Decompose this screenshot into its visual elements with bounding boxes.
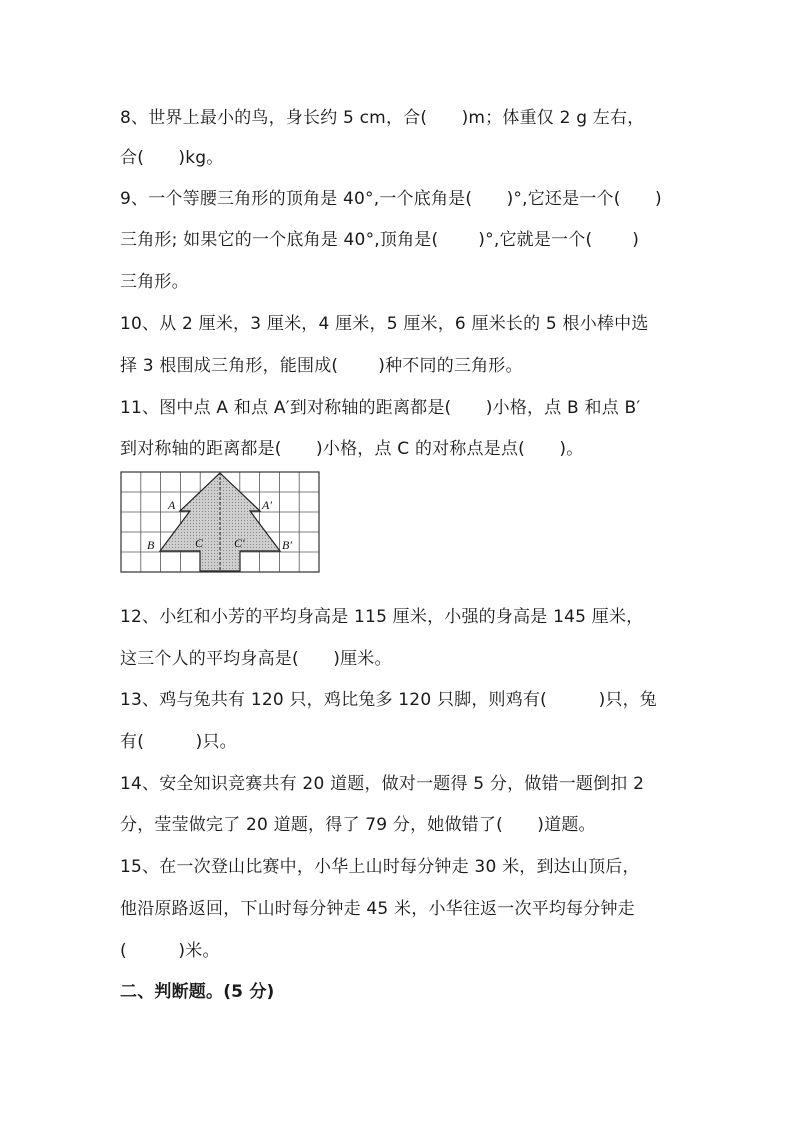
question-9-line-2: 三角形; 如果它的一个底角是 40°,顶角是( )°,它就是一个( ) <box>120 230 640 250</box>
question-9-line-3: 三角形。 <box>120 272 189 292</box>
label-c-prime: C′ <box>234 536 245 550</box>
label-b-prime: B′ <box>282 538 292 552</box>
question-8-line-1: 8、世界上最小的鸟，身长约 5 cm，合( )m；体重仅 2 g 左右， <box>120 108 645 128</box>
question-10-line-2: 择 3 根围成三角形，能围成( )种不同的三角形。 <box>120 356 523 376</box>
question-10-line-1: 10、从 2 厘米，3 厘米，4 厘米，5 厘米，6 厘米长的 5 根小棒中选 <box>120 314 649 334</box>
question-13-line-2: 有( )只。 <box>120 732 237 752</box>
question-15-line-3: ( )米。 <box>120 941 220 961</box>
question-14-line-1: 14、安全知识竞赛共有 20 道题，做对一题得 5 分，做错一题倒扣 2 <box>120 774 645 794</box>
symmetry-grid-figure <box>120 471 320 575</box>
question-8-line-2: 合( )kg。 <box>120 148 224 168</box>
label-a-prime: A′ <box>262 498 272 512</box>
question-9-line-1: 9、一个等腰三角形的顶角是 40°,一个底角是( )°,它还是一个( ) <box>120 189 662 209</box>
question-11-line-1: 11、图中点 A 和点 A′到对称轴的距离都是( )小格，点 B 和点 B′ <box>120 398 641 418</box>
question-12-line-2: 这三个人的平均身高是( )厘米。 <box>120 649 392 669</box>
section-heading-judgment: 二、判断题。(5 分) <box>120 982 275 1002</box>
question-12-line-1: 12、小红和小芳的平均身高是 115 厘米，小强的身高是 145 厘米， <box>120 607 644 627</box>
label-b: B <box>147 538 155 552</box>
label-a: A <box>168 498 176 512</box>
question-15-line-1: 15、在一次登山比赛中，小华上山时每分钟走 30 米，到达山顶后， <box>120 857 640 877</box>
question-14-line-2: 分，莹莹做完了 20 道题，得了 79 分，她做错了( )道题。 <box>120 815 596 835</box>
question-11-line-2: 到对称轴的距离都是( )小格，点 C 的对称点是点( )。 <box>120 439 584 459</box>
question-13-line-1: 13、鸡与兔共有 120 只，鸡比兔多 120 只脚，则鸡有( )只，兔 <box>120 690 658 710</box>
question-15-line-2: 他沿原路返回，下山时每分钟走 45 米，小华往返一次平均每分钟走 <box>120 899 635 919</box>
label-c: C <box>195 536 204 550</box>
